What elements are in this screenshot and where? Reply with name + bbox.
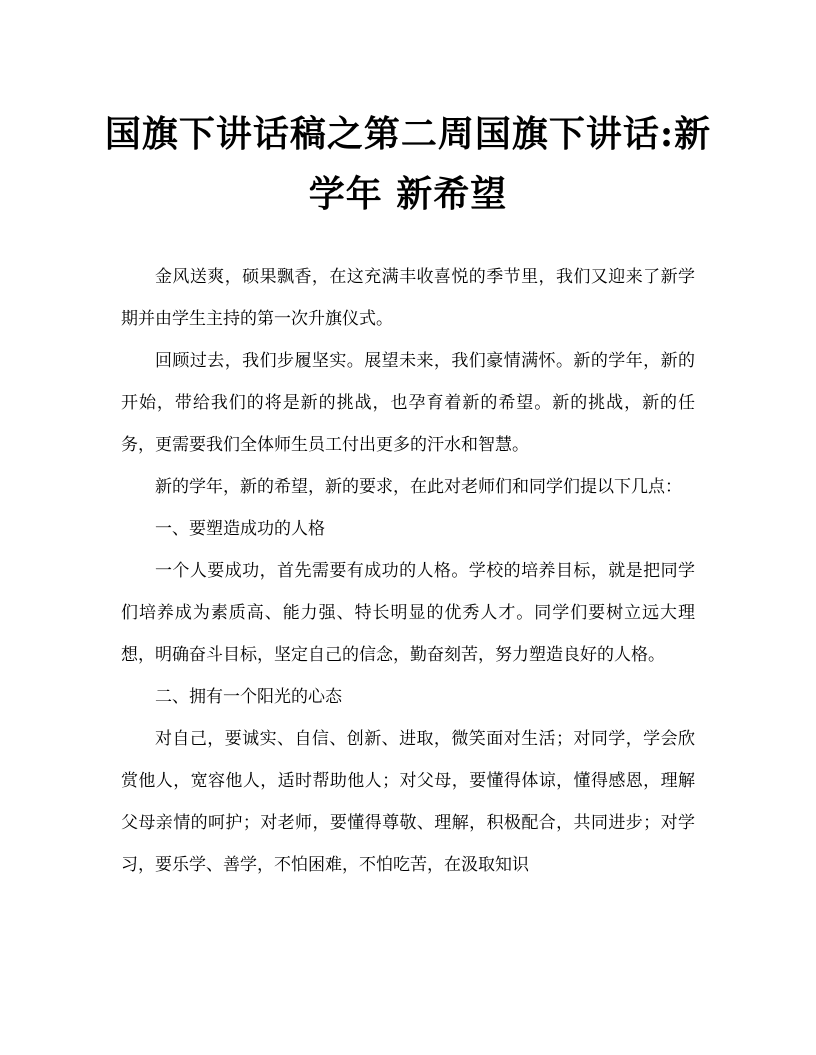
paragraph-attitude: 对自己，要诚实、自信、创新、进取，微笑面对生活；对同学，学会欣赏他人，宽容他人，适时帮助他人；对父母，要懂得体谅，懂得感恩，理解父母亲情的呵护；对老师，要懂得尊敬、理解，积极配合，共同进步；对学习，要乐学、善学，不怕困难，不怕吃苦，在汲取知识 [121,729,695,875]
section-heading-1: 一、要塑造成功的人格 [155,519,325,539]
paragraph-review: 回顾过去，我们步履坚实。展望未来，我们豪情满怀。新的学年，新的开始，带给我们的将是新的挑战，也孕育着新的希望。新的挑战，新的任务，更需要我们全体师生员工付出更多的汗水和智慧。 [121,351,695,455]
document-body [121,256,695,886]
paragraph-requirements: 新的学年，新的希望，新的要求，在此对老师们和同学们提以下几点： [155,477,682,497]
document-title-line-1: 国旗下讲话稿之第二周国旗下讲话:新 [104,113,712,155]
section-heading-2: 二、拥有一个阳光的心态 [155,687,342,707]
paragraph-personality: 一个人要成功，首先需要有成功的人格。学校的培养目标，就是把同学们培养成为素质高、能力强、特长明显的优秀人才。同学们要树立远大理想，明确奋斗目标，坚定自己的信念，勤奋刻苦，努力塑造良好的人格。 [121,561,695,665]
paragraph-intro: 金风送爽，硕果飘香，在这充满丰收喜悦的季节里，我们又迎来了新学期并由学生主持的第一次升旗仪式。 [121,267,695,329]
document-title-line-2: 学年 新希望 [308,173,508,215]
